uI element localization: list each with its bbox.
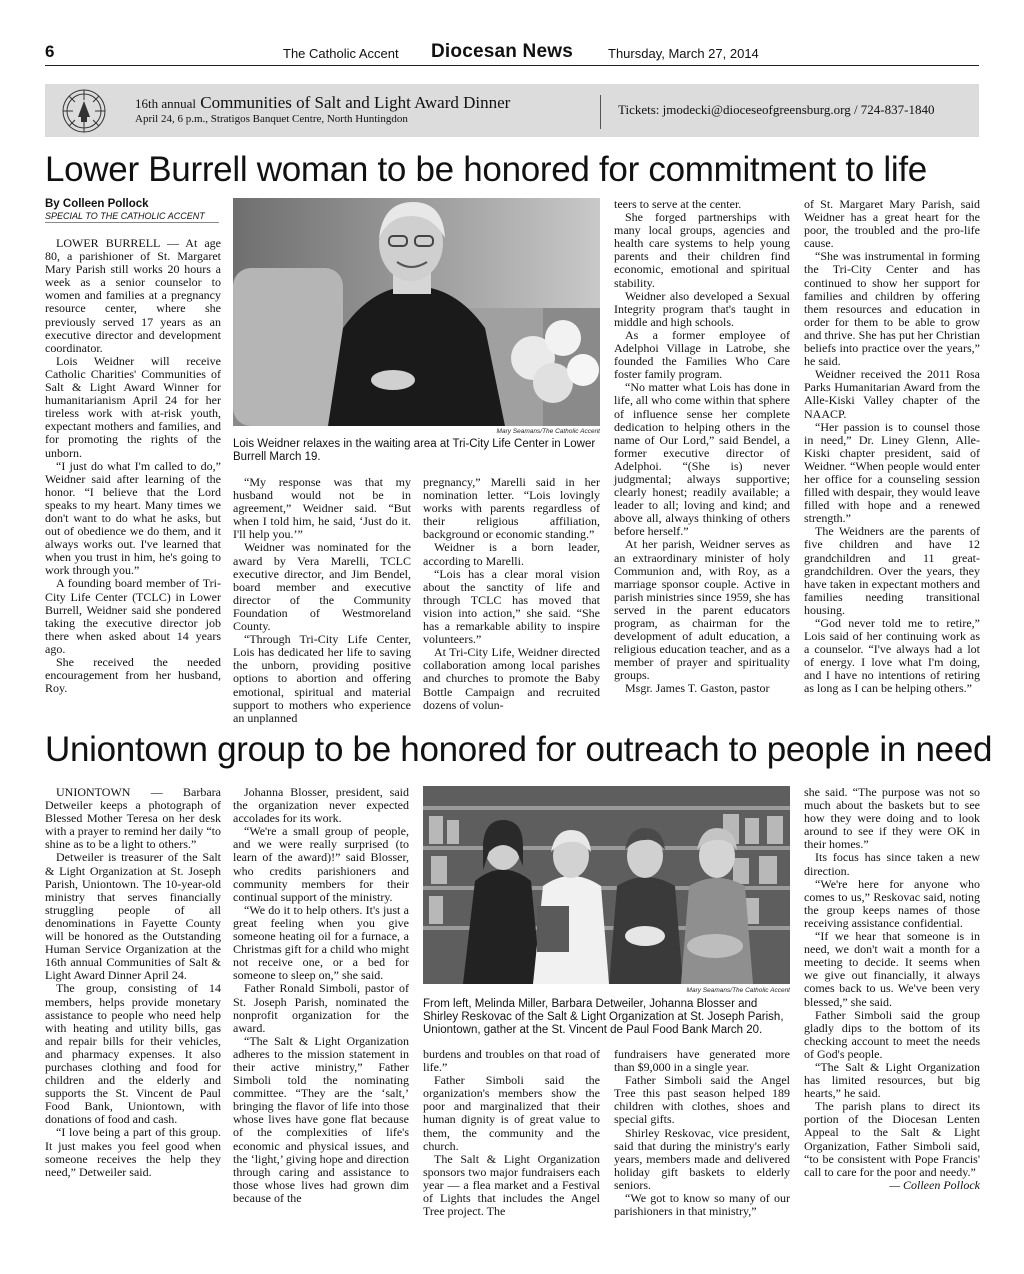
- article1-col1: [45, 237, 221, 717]
- article1-headline: Lower Burrell woman to be honored for commitment to life: [45, 150, 927, 189]
- paragraph: Father Simboli said the organization's members show the poor and marginalized that their human dignity is of great value to them, the community and the church.: [423, 1073, 600, 1153]
- article2-col1: [45, 786, 221, 1234]
- salt-and-light-seal-icon: [60, 87, 108, 135]
- paragraph: Lois Weidner will receive Catholic Charities' Communities of Salt & Light Award Winner for humanitarianism April 24 for her tireless work with at-risk youth, expectant mothers and families, and for promoting the rights of the unborn.: [45, 353, 221, 460]
- paragraph: “My response was that my husband would not be in agreement,” Weidner said. “But when I told him, he said, ‘Just do it. I'll help you.’”: [233, 475, 411, 542]
- paragraph: “She was instrumental in forming the Tri-City Center and has continued to show her support for families and children by offering them resources and education in order for them to be able to grow and thrive. She has put her Christian beliefs into practice over the years,” he said.: [804, 249, 980, 369]
- paragraph: “We do it to help others. It's just a great feeling when you give someone heating oil for a furnace, a Christmas gift for a child who might not receive one, or a bed for someone to sleep on,” she said.: [233, 902, 409, 983]
- paragraph: Weidner also developed a Sexual Integrity program that's taught in middle and high schools.: [614, 288, 790, 329]
- banner-divider: [600, 95, 601, 129]
- paragraph: LOWER BURRELL — At age 80, a parishioner of St. Margaret Mary Parish still works 20 hours a week as a senior counselor to women and families at a pregnancy resource center, where she previously served 17 years as an executive director and development coordinator.: [45, 236, 221, 355]
- article1-col5: [804, 198, 980, 717]
- article2-photo: [423, 786, 790, 984]
- header-rule: [45, 65, 979, 66]
- paragraph: Weidner received the 2011 Rosa Parks Humanitarian Award from the Alle-Kiski Valley chapter of the NAACP.: [804, 367, 980, 421]
- paragraph: At Tri-City Life, Weidner directed collaboration among local parishes and churches to promote the Baby Bottle Campaign and recruited dozens of volun-: [423, 645, 600, 712]
- paragraph: of St. Margaret Mary Parish, said Weidner has a great heart for the poor, the troubled and the pro-life cause.: [804, 197, 980, 251]
- paragraph: Weidner is a born leader, according to Marelli.: [423, 540, 600, 568]
- paragraph: “The Salt & Light Organization adheres to the mission statement in their active ministry,” Father Simboli told the nominating committee. “They are the ‘salt,’ bringing the flavor of life into those whose lives have gone flat because of the complexities of life's economic and physical issues, and the ‘light,’ giving hope and direction through caring and assistance to those whose lives had grown dim because of the: [233, 1033, 409, 1205]
- paragraph: Detweiler is treasurer of the Salt & Light Organization at St. Joseph Parish, Uniontown. The 10-year-old ministry that serves financially struggling people of all denominations in Fayette County will be honored as the Outstanding Human Service Organization at the 16th annual Communities of Salt & Light Award Dinner April 24.: [45, 850, 221, 983]
- banner-edition: 16th annual: [135, 96, 197, 111]
- article1-photo-credit: Mary Seamans/The Catholic Accent: [496, 428, 600, 435]
- paragraph: She received the needed encouragement from her husband, Roy.: [45, 655, 221, 696]
- paragraph: teers to serve at the center.: [614, 197, 742, 211]
- paragraph: The group, consisting of 14 members, helps provide monetary assistance to people who need help with heating and utility bills, gas and repair bills for their vehicles, and pharmacy expenses. It also purchases clothing and food for children and the elderly and supports the St. Vincent de Paul Food Bank, Uniontown, with donations of food and cash.: [45, 981, 221, 1127]
- banner-event-name: Communities of Salt and Light Award Dinner: [200, 93, 511, 112]
- paragraph: burdens and troubles on that road of life.”: [423, 1047, 600, 1075]
- byline-rule: [45, 222, 219, 223]
- article2-col2: [233, 786, 409, 1234]
- banner-tickets: Tickets: jmodecki@dioceseofgreensburg.org / 724-837-1840: [618, 102, 935, 117]
- paragraph: pregnancy,” Marelli said in her nomination letter. “Lois lovingly works with parents regardless of their religious affiliation, background or economic standing.”: [423, 475, 600, 542]
- article1-photo: [233, 198, 600, 426]
- paragraph: “If we hear that someone is in need, we don't wait a month for a meeting to decide. It seems when we give out financially, it always comes back to us. We've been very blessed,” she said.: [804, 929, 980, 1009]
- article2-col3: [423, 1048, 600, 1234]
- article2-photo-caption: From left, Melinda Miller, Barbara Detweiler, Johanna Blosser and Shirley Reskovac of the Salt & Light Organization at St. Joseph Parish, Uniontown, gather at the St. Vincent de Paul Food Bank March 20.: [423, 998, 784, 1036]
- paragraph: “I love being a part of this group. It just makes you feel good when someone receives the help they need,” Detweiler said.: [45, 1125, 221, 1179]
- article1-col2: [233, 475, 411, 725]
- article1-byline: By Colleen Pollock: [45, 198, 149, 210]
- paragraph: The Salt & Light Organization sponsors two major fundraisers each year — a flea market and a Festival of Lights that includes the Angel Tree project. The: [423, 1151, 600, 1219]
- paragraph: As a former employee of Adelphoi Village in Latrobe, she founded the Families Who Care foster family program.: [614, 327, 790, 382]
- paragraph: Shirley Reskovac, vice president, said that during the ministry's early years, members made and delivered holiday gift baskets to elderly seniors.: [614, 1125, 790, 1192]
- paragraph: “The Salt & Light Organization has limited resources, but big hearts,” he said.: [804, 1059, 980, 1101]
- paragraph: “I just do what I'm called to do,” Weidner said after learning of the honor. “I believe that the Lord speaks to my heart. Many times we don't want to do what he asks, but out of obedience we do them, and it always works out. I've learned that when you trust in him, he's going to work through you.”: [45, 458, 221, 578]
- article2-col4: [614, 1048, 790, 1234]
- section-name: Diocesan News: [431, 41, 573, 62]
- paragraph: “No matter what Lois has done in life, all who come within that sphere of influence sense her complete dedication to helping others in the name of Our Lord,” said Bendel, a former executive director of Adelphoi. “(She is) never judgmental; always supportive; clearly honest; readily available; a leader to all; loving and kind; and above all, always thinking of others before herself.”: [614, 380, 790, 539]
- paragraph: Johanna Blosser, president, said the organization never expected accolades for its work.: [233, 785, 409, 826]
- article2-signature: — Colleen Pollock: [889, 1177, 980, 1192]
- article1-photo-caption: Lois Weidner relaxes in the waiting area at Tri-City Life Center in Lower Burrell March 19.: [233, 438, 596, 463]
- paragraph: Father Simboli said the group gladly dips to the bottom of its checking account to meet the needs of God's people.: [804, 1007, 980, 1061]
- paragraph: fundraisers have generated more than $9,000 in a single year.: [614, 1047, 790, 1075]
- publication-name: The Catholic Accent: [283, 46, 399, 61]
- paragraph: “Her passion is to counsel those in need,” Dr. Liney Glenn, Alle-Kiski chapter president, said of Weidner. “When people would enter her office for a counseling session filled with despair, they would leave filled with hope and a renewed strength.”: [804, 419, 980, 526]
- article2-headline: Uniontown group to be honored for outreach to people in need: [45, 730, 993, 769]
- paragraph: Weidner was nominated for the award by Vera Marelli, TCLC executive director, and Jim Bendel, board member and executive director of the Community Foundation of Westmoreland County.: [233, 540, 411, 634]
- article2-col5: [804, 786, 980, 1234]
- banner-title: [135, 93, 510, 113]
- paragraph: Father Ronald Simboli, pastor of St. Joseph Parish, nominated the nonprofit organization for the award.: [233, 981, 409, 1035]
- paragraph: UNIONTOWN — Barbara Detweiler keeps a photograph of Blessed Mother Teresa on her desk with a prayer to remind her daily “to shine as to be a light to others.”: [45, 785, 221, 852]
- paragraph: The parish plans to direct its portion of the Diocesan Lenten Appeal to the Salt & Light Organization, Father Simboli said, “to be consistent with Pope Francis' call to care for the poor and needy.”: [804, 1099, 980, 1179]
- paragraph: A founding board member of Tri-City Life Center (TCLC) in Lower Burrell, Weidner said she pondered taking the executive director job there when asked about 14 years ago.: [45, 576, 221, 656]
- paragraph: Its focus has since taken a new direction.: [804, 850, 980, 878]
- paragraph: At her parish, Weidner serves as an extraordinary minister of holy Communion and, with Roy, as a marriage sponsor couple. Active in parish ministries since 1959, she has served in the parent educators program, as chairman for the development of adult education, a religious education teacher, and as a member of prayer and spirituality groups.: [614, 537, 790, 683]
- article2-photo-credit: Mary Seamans/The Catholic Accent: [686, 987, 790, 994]
- paragraph: “We're a small group of people, and we were really surprised (to learn of the award)!” said Blosser, who credits parishioners and community members for their continual support of the ministry.: [233, 824, 409, 904]
- paragraph: Father Simboli said the Angel Tree this past season helped 189 children with clothes, shoes and special gifts.: [614, 1073, 790, 1127]
- article1-byline-role: SPECIAL TO THE CATHOLIC ACCENT: [45, 211, 205, 221]
- paragraph: She forged partnerships with many local groups, agencies and health care systems to help young parents and their children find economic, emotional and spiritual stability.: [614, 210, 790, 290]
- paragraph: “Lois has a clear moral vision about the sanctity of life and through TCLC has moved that vision into action,” she said. “She has a remarkable ability to inspire volunteers.”: [423, 566, 600, 647]
- paragraph: “God never told me to retire,” Lois said of her continuing work as a counselor. “I've always had a lot of energy. I love what I'm doing, and I have no intentions of retiring as long as I can be helping others.”: [804, 616, 980, 696]
- issue-date: Thursday, March 27, 2014: [608, 46, 759, 61]
- article1-col3: [423, 476, 600, 717]
- banner-details: April 24, 6 p.m., Stratigos Banquet Centre, North Huntingdon: [135, 113, 408, 125]
- paragraph: Msgr. James T. Gaston, pastor: [625, 681, 770, 696]
- paragraph: “We're here for anyone who comes to us,” Reskovac said, noting the group keeps names of those receiving assistance confidential.: [804, 876, 980, 930]
- paragraph: “Through Tri-City Life Center, Lois has dedicated her life to saving the unborn, providing positive options to abortion and offering emotional, spiritual and material support to mothers who experience an unplanned: [233, 632, 411, 725]
- paragraph: “We got to know so many of our parishioners in that ministry,”: [614, 1191, 790, 1219]
- article1-col4: [614, 198, 790, 717]
- paragraph: The Weidners are the parents of five children and have 12 grandchildren and 11 great-grandchildren. Over the years, they have taken in expectant mothers and families needing transitional housing.: [804, 524, 980, 617]
- page-number: 6: [45, 42, 55, 61]
- paragraph: she said. “The purpose was not so much about the baskets but to see how they were doing and to look around to see if they were OK in their homes.”: [804, 785, 980, 852]
